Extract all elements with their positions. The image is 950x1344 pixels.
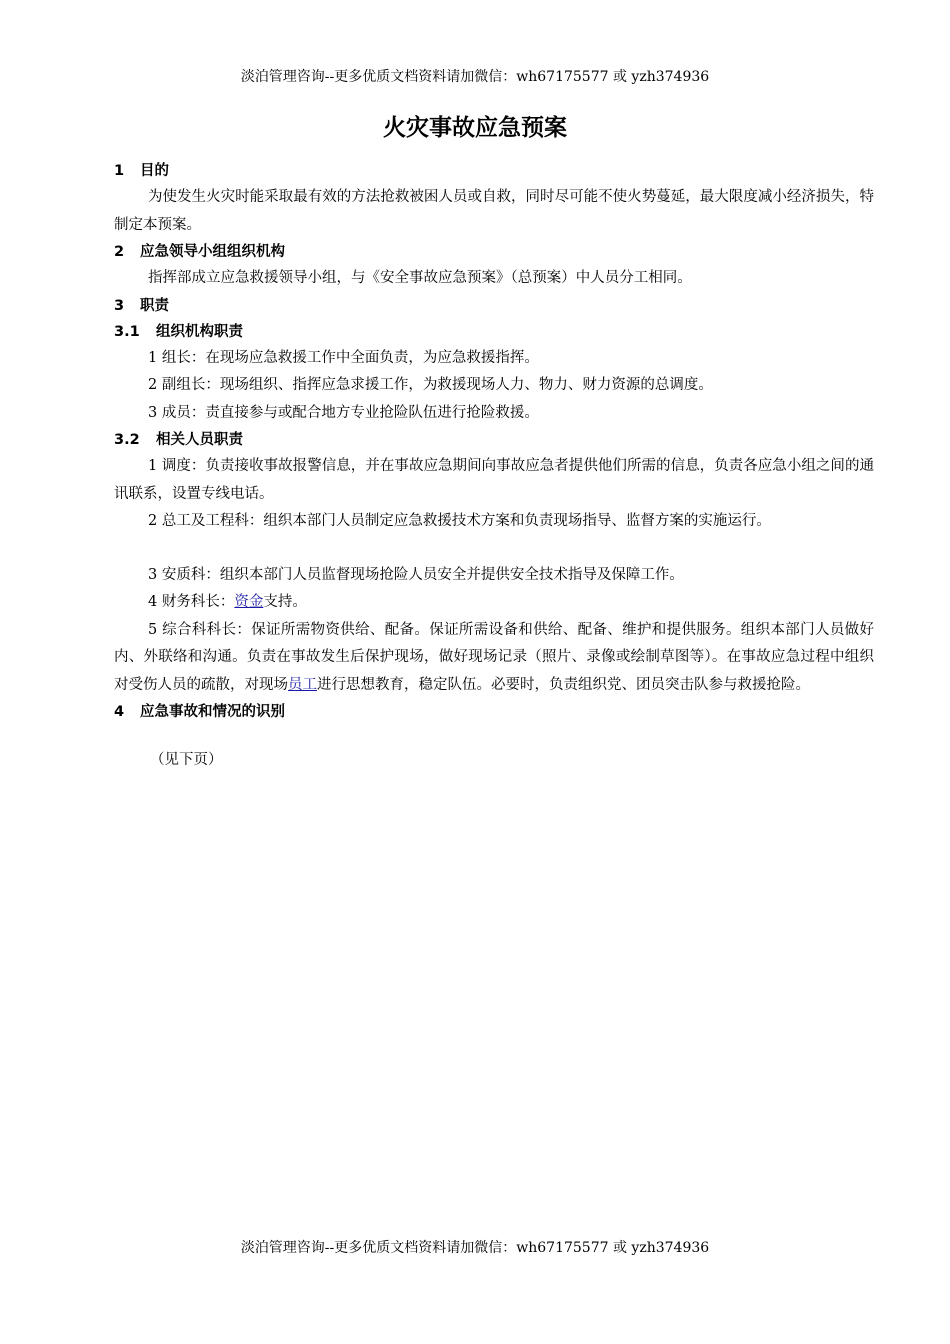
item-text: 5 综合科科长：保证所需物资供给、配备。保证所需设备和供给、配备、维护和提供服务。组织本部门人员做好内、外联络和沟通。负责在事故发生后保护现场，做好现场记录（照片、录像或绘制草图等）。在事故应急过程中组织对受伤人员的疏散，对现场 — [114, 621, 874, 693]
document-title: 火灾事故应急预案 — [383, 115, 567, 141]
page-footer: 淡泊管理咨询--更多优质文档资料请加微信：wh67175577 或 yzh374936 — [240, 1240, 710, 1256]
list-item — [114, 617, 874, 700]
section-2-paragraph: 指挥部成立应急救援领导小组，与《安全事故应急预案》（总预案）中人员分工相同。 — [148, 270, 692, 286]
list-item: 1 组长：在现场应急救援工作中全面负责，为应急救援指挥。 — [148, 349, 539, 366]
section-title: 组织机构职责 — [156, 323, 243, 340]
staff-link[interactable]: 员工 — [288, 676, 317, 693]
section-heading-2 — [114, 239, 874, 265]
section-title: 应急领导小组组织机构 — [140, 244, 285, 260]
list-item: 1 调度：负责接收事故报警信息，并在事故应急期间向事故应急者提供他们所需的信息，负责各应急小组之间的通讯联系，设置专线电话。 — [114, 458, 874, 502]
item-text: 4 财务科长： — [148, 594, 235, 610]
section-title: 职责 — [140, 297, 169, 314]
list-item: 2 副组长：现场组织、指挥应急求援工作，为救援现场人力、物力、财力资源的总调度。 — [148, 377, 713, 393]
funds-link[interactable]: 资金 — [234, 594, 264, 610]
section-heading-3-2 — [114, 427, 874, 453]
list-item: 3 成员：责直接参与或配合地方专业抢险队伍进行抢险救援。 — [148, 404, 539, 421]
section-heading-4 — [114, 699, 874, 725]
document-body — [114, 158, 874, 775]
see-below-note: （见下页） — [150, 752, 223, 768]
section-number: 3.1 — [114, 323, 140, 340]
list-item: 3 安质科：组织本部门人员监督现场抢险人员安全并提供安全技术指导及保障工作。 — [148, 566, 684, 583]
section-heading-1 — [114, 158, 874, 184]
page-header: 淡泊管理咨询--更多优质文档资料请加微信：wh67175577 或 yzh374936 — [240, 69, 710, 85]
section-heading-3 — [114, 293, 874, 319]
item-text: 进行思想教育，稳定队伍。必要时，负责组织党、团员突击队参与救援抢险。 — [317, 676, 810, 693]
section-heading-3-1 — [114, 319, 874, 345]
section-title: 相关人员职责 — [156, 432, 243, 448]
section-number: 4 — [114, 704, 125, 720]
section-1-paragraph: 为使发生火灾时能采取最有效的方法抢救被困人员或自救，同时尽可能不使火势蔓延，最大限度减小经济损失，特制定本预案。 — [114, 189, 874, 233]
section-number: 2 — [114, 244, 125, 260]
section-number: 3 — [114, 297, 125, 314]
list-item — [114, 589, 874, 617]
list-item: 2 总工及工程科：组织本部门人员制定应急救援技术方案和负责现场指导、监督方案的实施运行。 — [148, 513, 771, 529]
section-number: 3.2 — [114, 432, 140, 448]
section-title: 应急事故和情况的识别 — [140, 704, 285, 720]
section-title: 目的 — [140, 163, 169, 179]
item-text: 支持。 — [263, 594, 307, 610]
section-number: 1 — [114, 163, 125, 179]
